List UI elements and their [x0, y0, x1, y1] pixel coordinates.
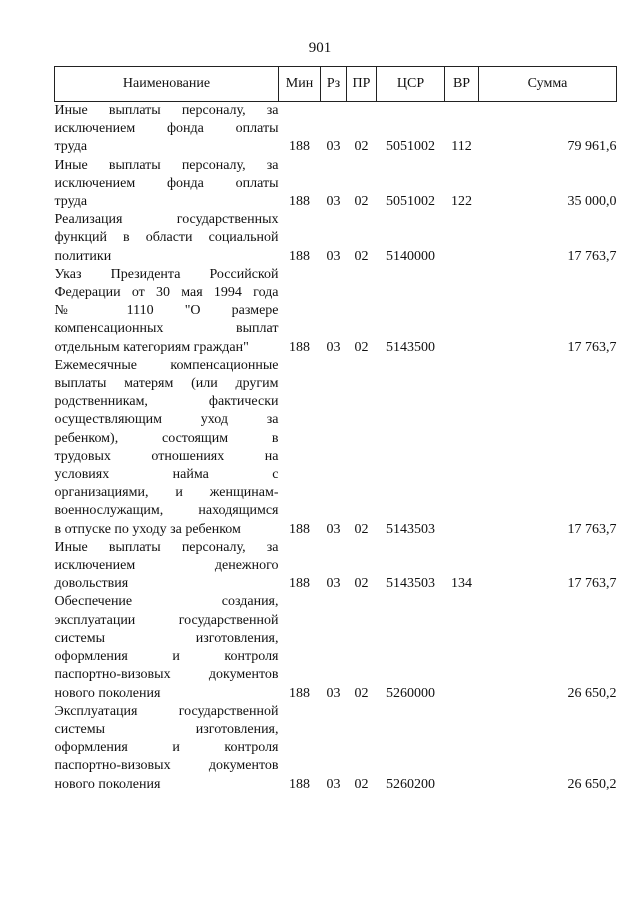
- cell-rz: 03: [326, 248, 341, 264]
- column-header-name: Наименование: [55, 67, 279, 102]
- cell-pr: 02: [354, 194, 369, 210]
- cell-csr: 5140000: [386, 248, 435, 264]
- table-row: [55, 703, 617, 794]
- cell-pr: 02: [354, 339, 369, 355]
- cell-pr: 02: [354, 576, 369, 592]
- column-header-rz: Рз: [321, 67, 347, 102]
- name-line: исключением фонда оплаты: [54, 121, 279, 137]
- name-line: военнослужащим, находящимся: [54, 503, 279, 519]
- cell-sum: 17 763,7: [567, 521, 617, 537]
- table-row: [55, 357, 617, 539]
- column-header-pr: ПР: [347, 67, 377, 102]
- name-line: исключением денежного: [54, 558, 279, 574]
- name-line: ребенком), состоящим в: [54, 430, 279, 446]
- name-line: паспортно-визовых документов: [54, 758, 279, 774]
- name-line: политики: [54, 248, 112, 264]
- name-line: Иные выплаты персоналу, за: [54, 539, 279, 555]
- cell-sum: 17 763,7: [567, 576, 617, 592]
- cell-name: [55, 703, 279, 794]
- cell-csr: 5051002: [386, 194, 435, 210]
- cell-rz: 03: [326, 776, 341, 792]
- cell-csr: 5051002: [386, 139, 435, 155]
- cell-min: 188: [289, 139, 310, 155]
- cell-pr: 02: [354, 685, 369, 701]
- cell-rz: 03: [326, 685, 341, 701]
- name-line: в отпуске по уходу за ребенком: [54, 521, 241, 537]
- cell-min: 188: [289, 776, 310, 792]
- cell-name: [55, 539, 279, 594]
- name-line: Указ Президента Российской: [54, 266, 279, 282]
- column-header-sum: Сумма: [479, 67, 617, 102]
- name-line: выплаты матерям (или другим: [54, 376, 279, 392]
- column-header-min: Мин: [279, 67, 321, 102]
- name-line: компенсационных выплат: [54, 321, 279, 337]
- cell-csr: 5143503: [386, 576, 435, 592]
- cell-vr: [445, 357, 479, 539]
- cell-min: 188: [289, 685, 310, 701]
- cell-vr: 112: [451, 139, 472, 155]
- name-line: Эксплуатация государственной: [54, 703, 279, 719]
- name-line: эксплуатации государственной: [54, 612, 279, 628]
- table-row: [55, 593, 617, 702]
- name-line: Иные выплаты персоналу, за: [54, 157, 279, 173]
- name-line: труда: [54, 194, 88, 210]
- cell-rz: 03: [326, 339, 341, 355]
- cell-csr: 5260200: [386, 776, 435, 792]
- name-line: отдельным категориям граждан": [54, 339, 249, 355]
- cell-min: 188: [289, 521, 310, 537]
- name-line: Федерации от 30 мая 1994 года: [54, 285, 279, 301]
- cell-pr: 02: [354, 776, 369, 792]
- name-line: оформления и контроля: [54, 649, 279, 665]
- table-row: [55, 157, 617, 212]
- table-row: [55, 539, 617, 594]
- name-line: нового поколения: [54, 685, 161, 701]
- cell-pr: 02: [354, 139, 369, 155]
- name-line: трудовых отношениях на: [54, 448, 279, 464]
- name-line: организациями, и женщинам-: [54, 485, 279, 501]
- cell-sum: 17 763,7: [567, 248, 617, 264]
- name-line: осуществляющим уход за: [54, 412, 279, 428]
- table-row: [55, 102, 617, 157]
- cell-name: [55, 357, 279, 539]
- page-number: 901: [308, 40, 332, 56]
- cell-vr: 122: [451, 194, 472, 210]
- cell-csr: 5143503: [386, 521, 435, 537]
- name-line: довольствия: [54, 576, 129, 592]
- name-line: Ежемесячные компенсационные: [54, 357, 279, 373]
- cell-name: [55, 266, 279, 357]
- name-line: условиях найма с: [54, 467, 279, 483]
- cell-pr: 02: [354, 521, 369, 537]
- cell-vr: 134: [451, 576, 472, 592]
- cell-rz: 03: [326, 576, 341, 592]
- name-line: родственникам, фактически: [54, 394, 279, 410]
- cell-min: 188: [289, 194, 310, 210]
- cell-name: [55, 157, 279, 212]
- cell-rz: 03: [326, 521, 341, 537]
- name-line: Реализация государственных: [54, 212, 279, 228]
- cell-sum: 26 650,2: [567, 685, 617, 701]
- column-header-csr: ЦСР: [377, 67, 445, 102]
- name-line: № 1110 "О размере: [54, 303, 279, 319]
- cell-sum: 79 961,6: [567, 139, 617, 155]
- cell-vr: [445, 211, 479, 266]
- name-line: оформления и контроля: [54, 740, 279, 756]
- name-line: Обеспечение создания,: [54, 594, 279, 610]
- cell-csr: 5143500: [386, 339, 435, 355]
- column-header-vr: ВР: [445, 67, 479, 102]
- cell-sum: 35 000,0: [567, 194, 617, 210]
- table-row: [55, 211, 617, 266]
- cell-sum: 17 763,7: [567, 339, 617, 355]
- cell-min: 188: [289, 339, 310, 355]
- cell-min: 188: [289, 248, 310, 264]
- cell-vr: [445, 266, 479, 357]
- name-line: паспортно-визовых документов: [54, 667, 279, 683]
- name-line: системы изготовления,: [54, 630, 279, 646]
- cell-rz: 03: [326, 194, 341, 210]
- name-line: Иные выплаты персоналу, за: [54, 103, 279, 118]
- cell-min: 188: [289, 576, 310, 592]
- cell-pr: 02: [354, 248, 369, 264]
- cell-name: [55, 102, 279, 157]
- table-row: [55, 266, 617, 357]
- name-line: исключением фонда оплаты: [54, 175, 279, 191]
- name-line: функций в области социальной: [54, 230, 279, 246]
- cell-name: [55, 593, 279, 702]
- name-line: системы изготовления,: [54, 721, 279, 737]
- cell-vr: [445, 593, 479, 702]
- cell-rz: 03: [326, 139, 341, 155]
- cell-sum: 26 650,2: [567, 776, 617, 792]
- name-line: труда: [54, 139, 88, 155]
- cell-csr: 5260000: [386, 685, 435, 701]
- table-header-row: [55, 67, 617, 102]
- cell-name: [55, 211, 279, 266]
- name-line: нового поколения: [54, 776, 161, 792]
- cell-vr: [445, 703, 479, 794]
- budget-table: [54, 66, 617, 794]
